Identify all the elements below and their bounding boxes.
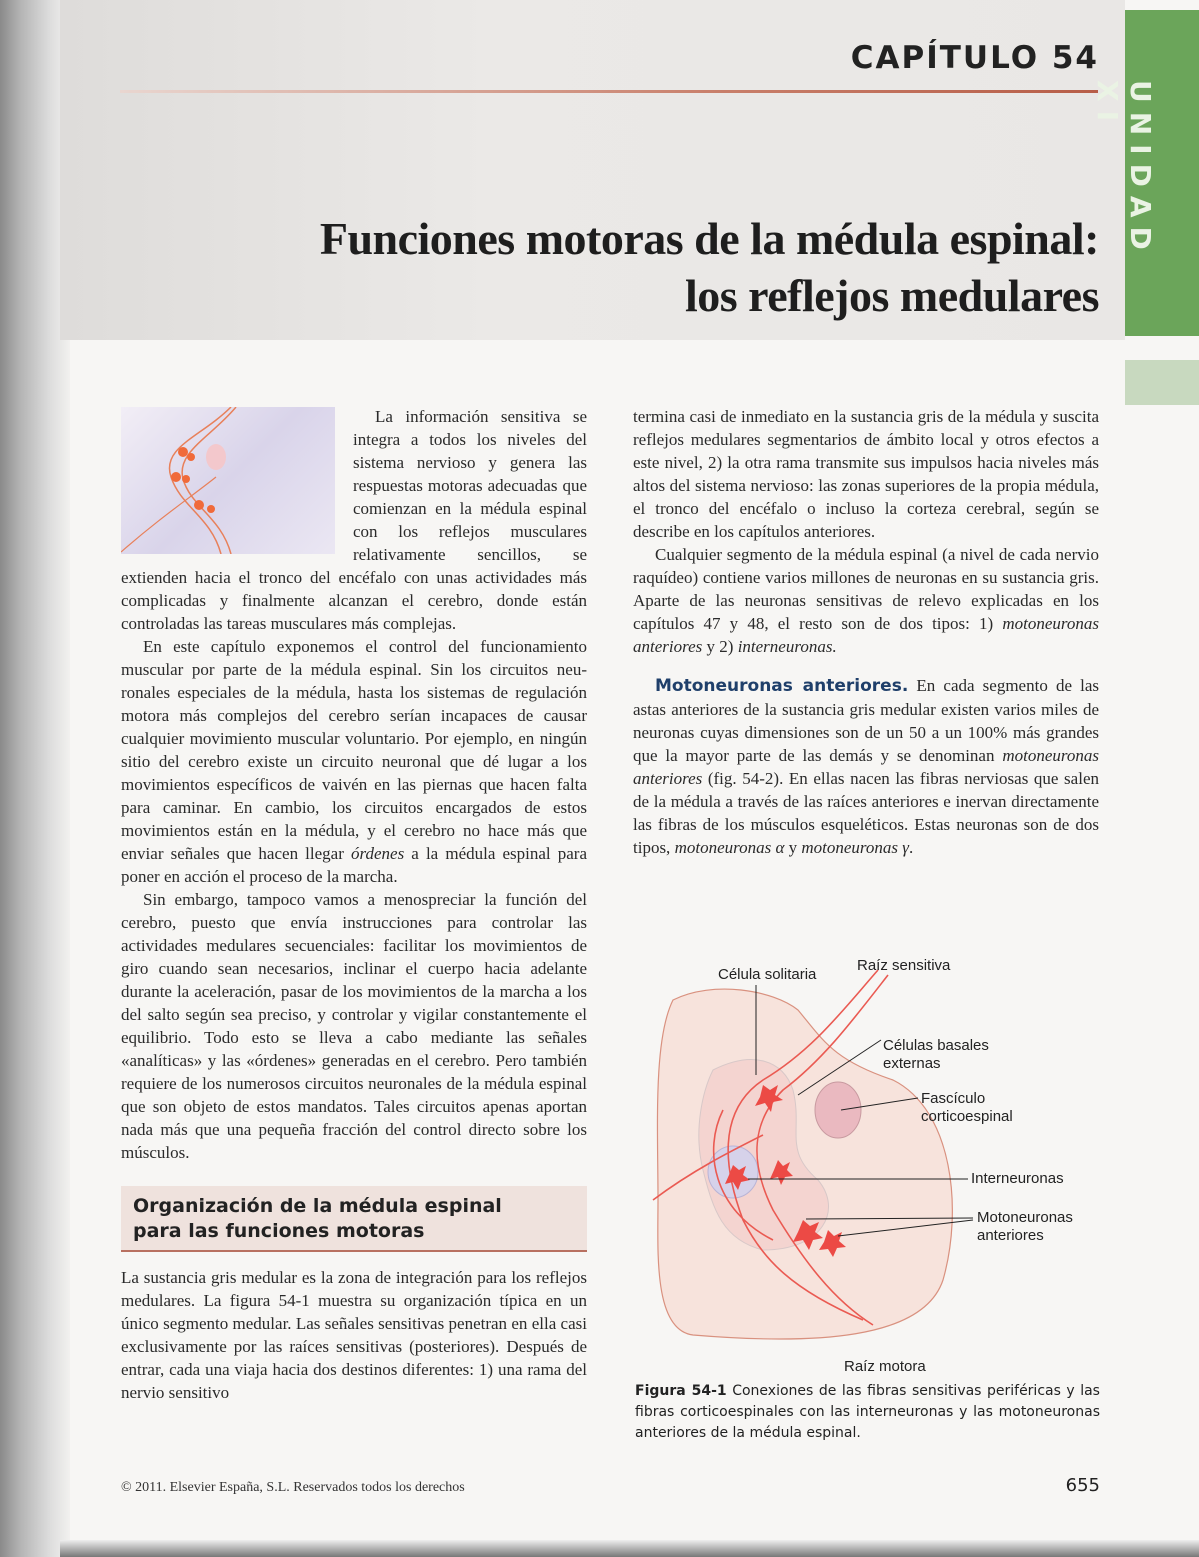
emphasis: órdenes [351,844,405,863]
text: Cualquier segmento de la médula espinal (a nivel de cada nervio raquídeo) contiene varios millones de neuronas en su sustancia gris. Aparte de las neuronas sensitivas de relevo explicadas en los capítulos 47 y 48, el resto son de dos tipos: 1) [633,545,1099,633]
chapter-thumbnail-image [121,407,335,554]
scan-bottom-edge [60,1540,1199,1557]
paragraph: termina casi de inmediato en la sustancia gris de la médula y suscita reflejos medulares segmentarios de ámbito local y otros efectos a este nivel, 2) la otra rama transmite sus impulsos hacia niveles más altos del sistema nervioso: las zonas superiores de la propia médula, el tronco del encéfalo o incluso la corteza cerebral, según se describe en los capítulos anteriores. [633,407,1099,541]
label-motoneuronas [977,1209,1073,1245]
emphasis: interneuronas. [737,637,837,656]
figure-caption [635,1381,1100,1444]
paragraph [121,635,587,888]
label-interneuronas: Interneuronas [971,1170,1064,1187]
copyright-footer: © 2011. Elsevier España, S.L. Reservados todos los derechos [121,1480,465,1495]
text: En este capítulo exponemos el control del funcionamiento muscular por parte de la médula espinal. Sin los circuitos neuronales especiales de la médula, hasta los sistemas de regulación motora más complejos del cerebro serían incapaces de causar cualquier movimiento muscular voluntario. Por ejemplo, en ningún sitio del cerebro existe un circuito neuronal que dé lugar a los movimientos específicos de vaivén en las piernas que hacen falta para caminar. En cambio, los circuitos encargados de estos movimientos están en la médula, y el cerebro no hace más que enviar señales que hacen llegar [121,637,587,863]
emphasis: motoneuronas α [674,838,785,857]
header-rule [120,90,1098,93]
section-heading [133,1194,575,1244]
label-line: Fascículo [921,1090,986,1107]
label-line: externas [883,1055,941,1072]
label-celula-solitaria: Célula solitaria [718,966,817,983]
section-heading-box [121,1186,587,1252]
chapter-number: CAPÍTULO 54 [850,40,1099,76]
label-celulas-basales [883,1037,989,1073]
paragraph [633,674,1099,859]
page-number: 655 [1065,1475,1100,1496]
label-line: corticoespinal [921,1108,1013,1125]
text: a la médula espinal para poner en acción el proceso de la marcha. [121,844,587,886]
text: y 2) [702,637,738,656]
text: . [909,838,914,857]
corticospinal-tract [815,1082,861,1138]
page-title [320,210,1099,324]
caption-text: Conexiones de las fibras sensitivas periféricas y las fibras corticoespinales con las interneuronas y las motoneuronas anteriores de la médula espinal. [635,1383,1100,1441]
text: y [784,838,802,857]
paragraph: La sustancia gris medular es la zona de integración para los reflejos medulares. La figura 54-1 muestra su organización típica en un único segmento medular. Las señales sensitivas penetran en ella casi exclusivamente por las raíces sensitivas (posteriores). Después de entrar, cada una viaja hacia dos destinos diferentes: 1) una rama del nervio sensitivo [121,1268,587,1402]
label-line: Células basales [883,1037,989,1054]
label-raiz-motora: Raíz motora [844,1358,926,1375]
paragraph [633,543,1099,658]
title-line-1: Funciones motoras de la médula espinal: [319,213,1099,264]
label-fasciculo-corticoespinal [921,1090,1013,1126]
right-column [633,405,1099,859]
emphasis: motoneuronas γ [801,838,909,857]
intro-paragraph: La información sensitiva se integra a todos los niveles del sistema nervioso y genera las respuestas motoras adecuadas que comienzan en la médula espinal con los reflejos musculares relativamente sencillos, se extienden hacia el tronco del encéfalo con unas actividades más complicadas y finalmente alcanzan el cerebro, donde están controladas las tareas musculares más complejas. [121,407,587,633]
left-column [121,405,587,1404]
figure-54-1 [633,950,1099,1375]
title-line-2: los reflejos medulares [684,270,1099,321]
emphasis: motoneuronas anteriores [633,614,1099,656]
emphasis: motoneuronas anteriores [633,746,1099,788]
subheading: Motoneuronas anteriores. [655,676,909,696]
heading-line: para las funciones motoras [133,1220,425,1242]
unit-tab-secondary [1125,360,1199,405]
label-line: Motoneuronas [977,1209,1073,1226]
unit-tab-label: UNIDAD XI [1091,80,1157,259]
heading-line: Organización de la médula espinal [133,1195,502,1217]
label-line: anteriores [977,1227,1044,1244]
text: (fig. 54-2). En ellas nacen las fibras nerviosas que salen de la médula a través de las raíces anteriores e inervan directamente las fibras de los músculos esqueléticos. Estas neuronas son de dos tipos, [633,769,1099,857]
paragraph: Sin embargo, tampoco vamos a menospreciar la función del cerebro, puesto que envía instrucciones para controlar las actividades medulares secuenciales: facilitar los movimientos de giro cuando sean necesarios, inclinar el cuerpo hacia adelante durante la aceleración, pasar de los movimientos de la marcha a los del salto según sea preciso, y controlar y vigilar constantemente el equilibrio. Todo esto se lleva a cabo mediante las señales «analíticas» y las «órdenes» generadas en el cerebro. Pero también requiere de los numerosos circuitos neuronales de la médula espinal que son objeto de estos mandatos. Tales circuitos apenas aportan nada más que una pequeña fracción del control directo sobre los músculos. [121,890,587,1162]
caption-label: Figura 54-1 [635,1383,727,1399]
spinal-cord-diagram [633,950,1099,1350]
text: En cada segmento de las astas anteriores de la sustancia gris medular existen varios miles de neuronas cuyas dimensiones son de un 50 a un 100% más grandes que la mayor parte de las demás y se denominan [633,676,1099,765]
label-raiz-sensitiva: Raíz sensitiva [857,957,951,974]
